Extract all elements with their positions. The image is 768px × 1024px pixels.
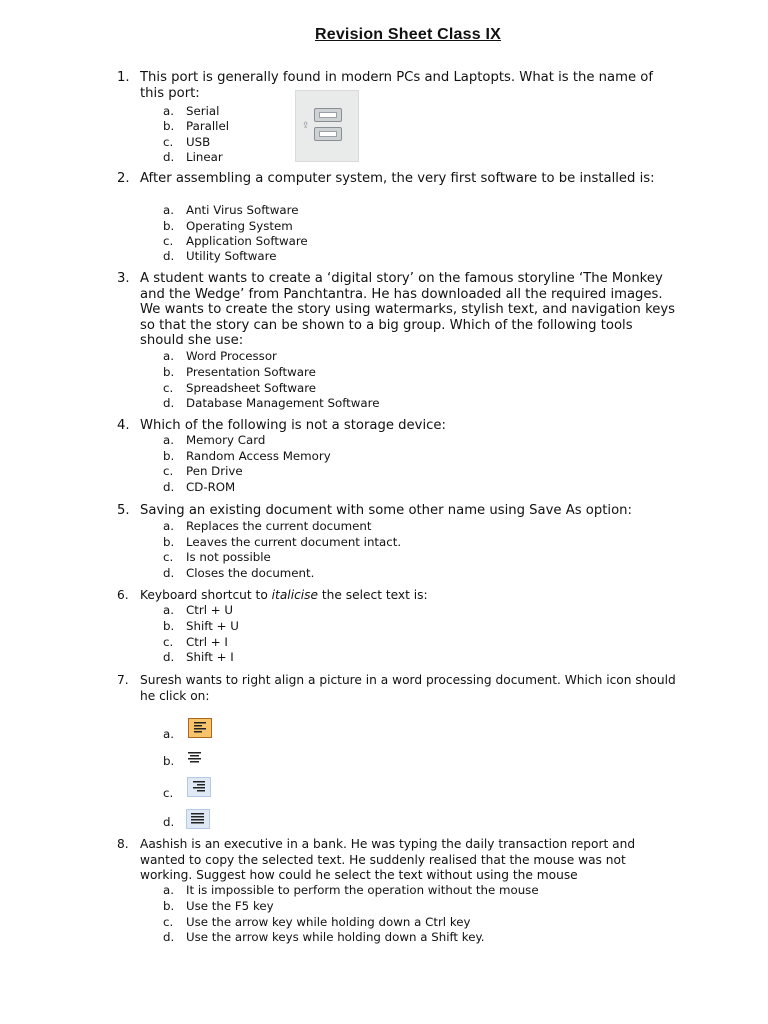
option-label: d. [163,566,175,580]
option-label: d. [163,396,175,410]
question-text: This port is generally found in modern PCs and Laptopts. What is the name of this port: [140,70,653,101]
option-label: d. [163,930,175,944]
option-text: Ctrl + I [186,635,228,649]
question-text: A student wants to create a ‘digital story’ on the famous storyline ‘The Monkey and the Wedge’ from Panchtantra. He has downloaded all the required images. We wants to create the story using watermarks, stylish text, and navigation keys so that the story can be shown to a big group. Which of the following tools should she use: [140,271,676,348]
option-label: a. [163,349,174,363]
option-text: Database Management Software [186,396,380,410]
justify-icon [186,809,210,829]
option-label: a. [163,727,174,741]
option-text: Use the arrow keys while holding down a Shift key. [186,930,485,944]
option-text: CD-ROM [186,480,236,494]
option-label: c. [163,635,174,649]
option-text: Random Access Memory [186,449,331,463]
option-text: Use the arrow key while holding down a Ctrl key [186,915,471,929]
option-label: c. [163,550,174,564]
option-text: Presentation Software [186,365,316,379]
align-center-icon [186,749,210,769]
option-text: Serial [186,104,220,118]
question-text-italic: italicise [271,588,319,602]
option-text: Linear [186,150,223,164]
usb-port-icon [314,127,342,141]
option-text: Spreadsheet Software [186,381,317,395]
option-label: c. [163,786,174,800]
question-number: 6. [117,588,129,602]
question-text: Aashish is an executive in a bank. He was typing the daily transaction report and wanted to copy the selected text. He suddenly realised that the mouse was not working. Suggest how could he select the text without using the mouse [140,837,636,882]
usb-port-icon [314,108,342,122]
option-label: d. [163,150,175,164]
option-label: d. [163,249,175,263]
option-text: Pen Drive [186,464,243,478]
option-text: Ctrl + U [186,603,234,617]
option-text: USB [186,135,211,149]
option-text: Shift + U [186,619,239,633]
option-label: d. [163,480,175,494]
option-text: Is not possible [186,550,271,564]
option-label: c. [163,381,174,395]
option-text: Utility Software [186,249,277,263]
option-label: d. [163,815,175,829]
question-text: Which of the following is not a storage device: [140,418,446,433]
usb-symbol-icon: ⇪ [302,121,310,131]
question-number: 1. [117,70,130,85]
option-label: c. [163,464,174,478]
option-label: b. [163,619,175,633]
option-text: Replaces the current document [186,519,372,533]
option-text: Operating System [186,219,293,233]
option-label: d. [163,650,175,664]
question-text: Suresh wants to right align a picture in a word processing document. Which icon should he click on: [140,673,676,703]
option-label: b. [163,754,175,768]
question-text [140,588,680,604]
question-text: After assembling a computer system, the very first software to be installed is: [140,171,655,186]
option-label: a. [163,203,174,217]
question-number: 4. [117,418,130,433]
option-label: a. [163,883,174,897]
option-label: a. [163,104,174,118]
question-number: 3. [117,271,130,286]
option-label: b. [163,365,175,379]
option-text: Shift + I [186,650,234,664]
option-label: b. [163,219,175,233]
option-text: Closes the document. [186,566,315,580]
option-label: c. [163,135,174,149]
option-label: b. [163,119,175,133]
option-label: b. [163,899,175,913]
question-text-part: the select text is: [318,588,428,602]
option-label: c. [163,234,174,248]
usb-port-image [295,90,359,162]
option-text: It is impossible to perform the operation without the mouse [186,883,539,897]
option-text: Parallel [186,119,229,133]
option-label: c. [163,915,174,929]
option-label: b. [163,449,175,463]
align-left-icon [188,718,212,738]
option-label: a. [163,519,174,533]
question-number: 2. [117,171,130,186]
question-number: 7. [117,673,129,687]
option-label: b. [163,535,175,549]
option-label: a. [163,433,174,447]
option-text: Use the F5 key [186,899,274,913]
question-number: 8. [117,837,129,851]
option-label: a. [163,603,174,617]
question-text-part: Keyboard shortcut to [140,588,272,602]
question-number: 5. [117,503,130,518]
option-text: Memory Card [186,433,266,447]
option-text: Anti Virus Software [186,203,299,217]
option-text: Leaves the current document intact. [186,535,402,549]
option-text: Application Software [186,234,308,248]
question-text: Saving an existing document with some other name using Save As option: [140,503,632,518]
page-title: Revision Sheet Class IX [314,26,501,43]
option-text: Word Processor [186,349,277,363]
align-right-icon [187,777,211,797]
